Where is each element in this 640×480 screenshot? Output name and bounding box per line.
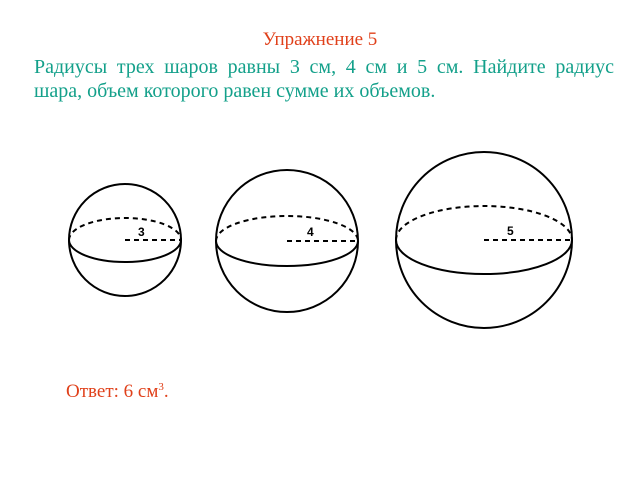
sphere-medium-radius-label: 4 [307,225,314,239]
sphere-large-radius-label: 5 [507,224,514,238]
problem-line-2: шара, объем которого равен сумме их объемов. [34,80,436,102]
answer-text: Ответ: 6 см [66,381,159,402]
answer [66,381,169,403]
sphere-medium-equator-front [216,241,358,266]
sphere-large-equator-back [396,206,572,240]
sphere-small-radius-label: 3 [138,225,145,239]
sphere-medium [216,170,358,312]
sphere-large [396,152,572,328]
sphere-medium-equator-back [216,216,358,241]
problem-line-1: Радиусы трех шаров равны 3 см, 4 см и 5 см. Найдите радиус [34,56,614,78]
sphere-large-equator-front [396,240,572,274]
sphere-small [69,184,181,296]
sphere-small-equator-back [69,218,181,240]
sphere-small-equator-front [69,240,181,262]
answer-unit-exponent: 3 [158,381,164,393]
answer-suffix: . [163,381,169,402]
exercise-title: Упражнение 5 [262,29,378,50]
